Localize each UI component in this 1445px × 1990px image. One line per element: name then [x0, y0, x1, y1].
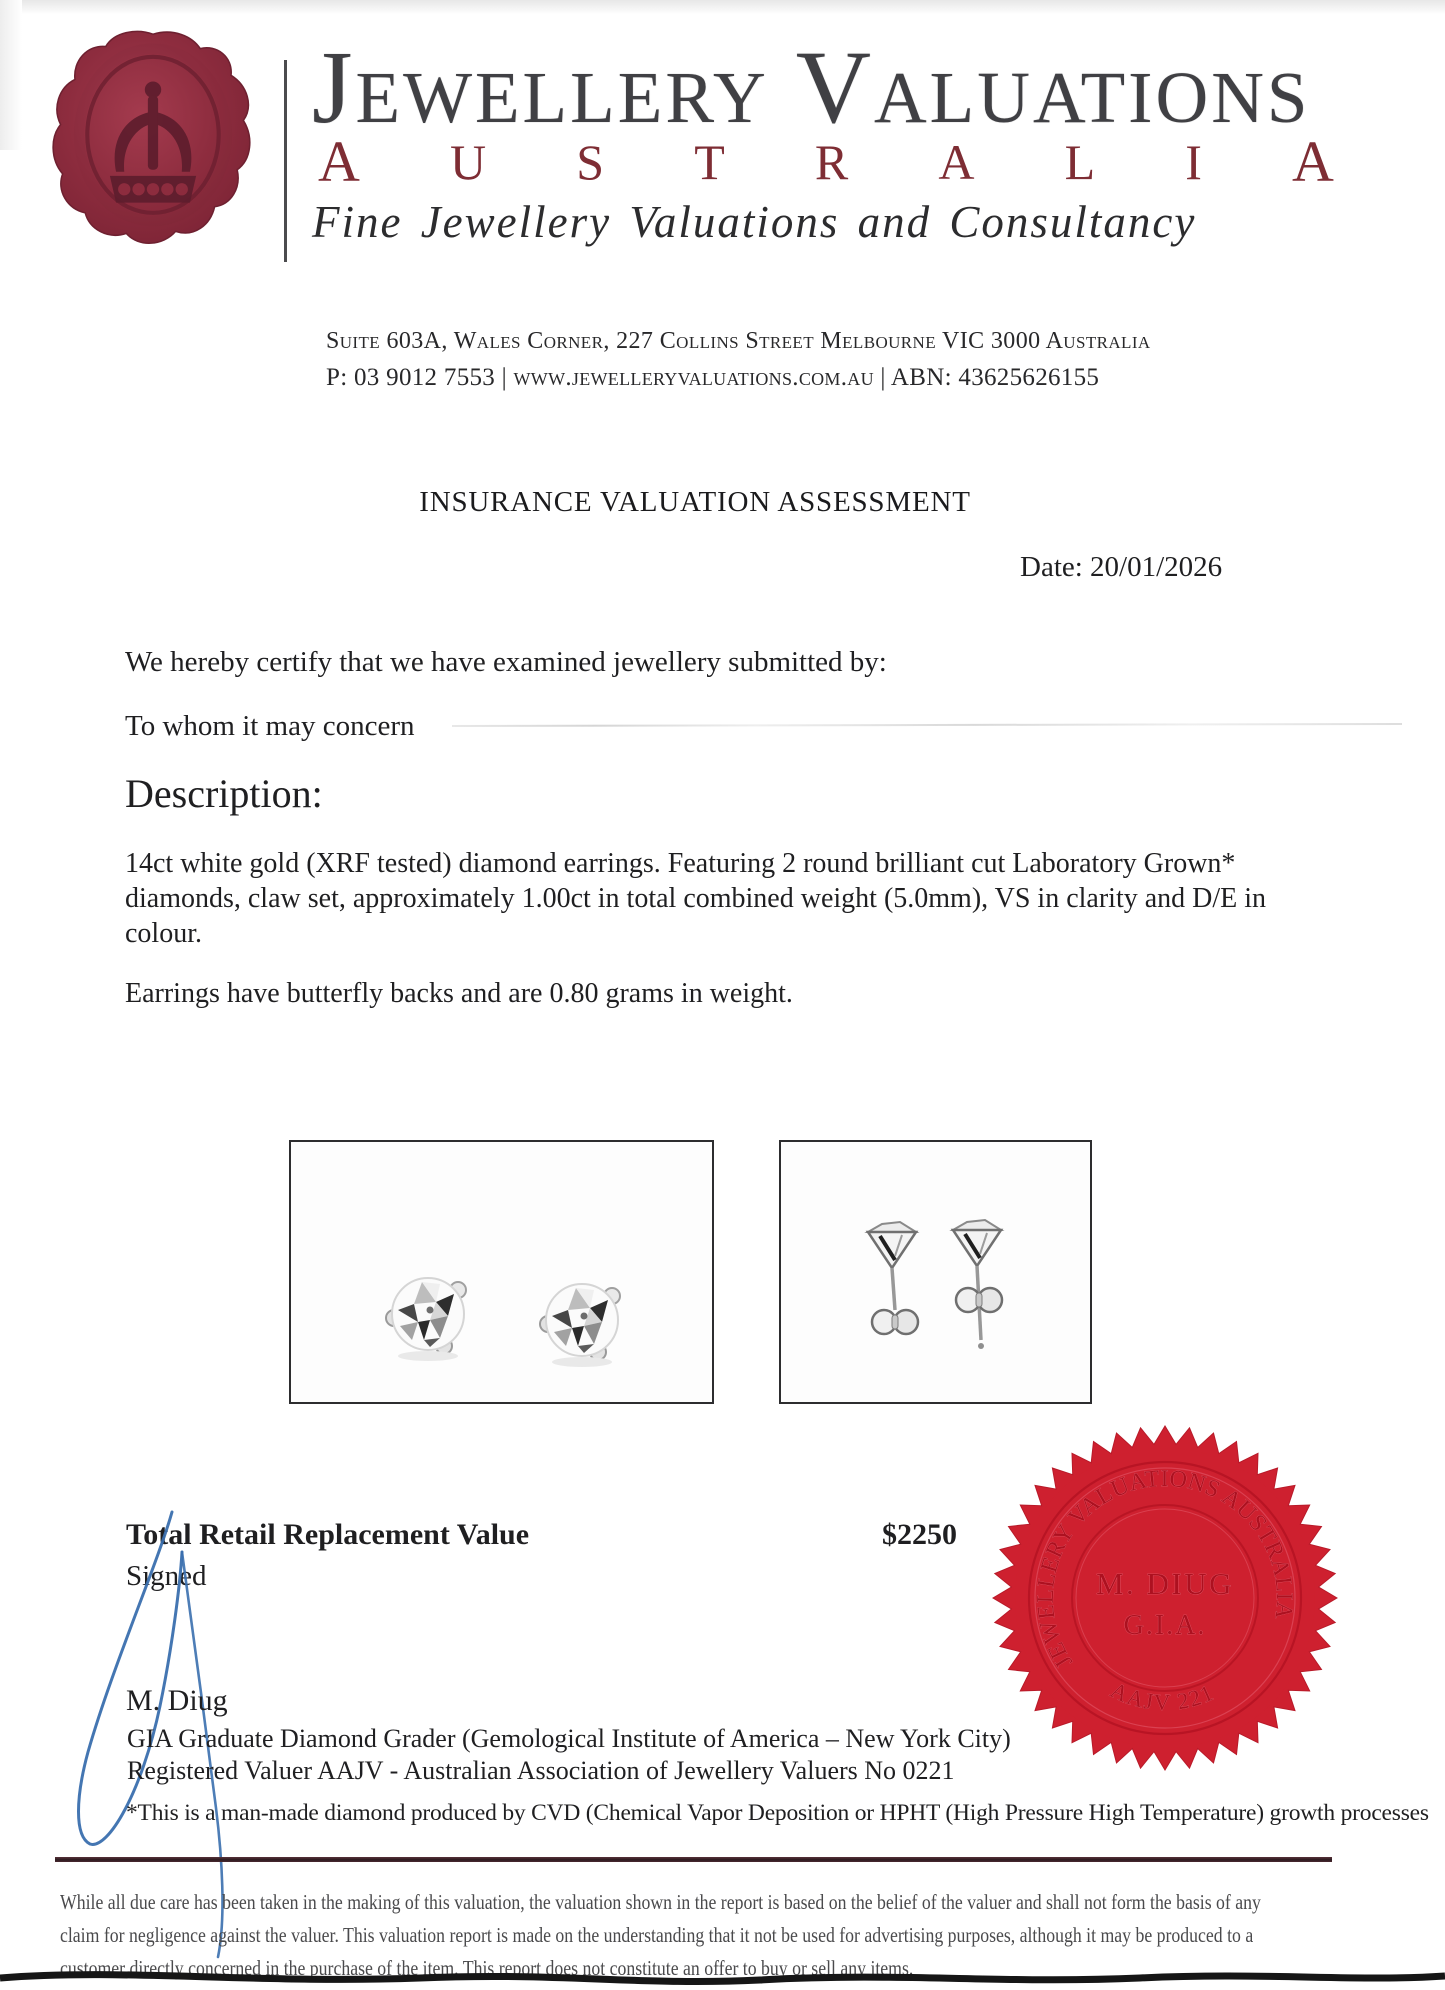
document-date: Date: 20/01/2026: [1020, 551, 1223, 583]
brand-country: [318, 129, 1334, 194]
seal-ring-text-curve: JEWELLERY VALUATIONS AUSTRALIA: [1032, 1465, 1298, 1673]
disclaimer-line: claim for negligence against the valuer. This valuation report is made on the understanding that it not be used for advertising purposes, although it may be produced to a: [60, 1923, 1254, 1947]
earrings-side-photo: [779, 1140, 1092, 1404]
valuer-credential: Registered Valuer AAJV - Australian Association of Jewellery Valuers No 0221: [127, 1756, 955, 1785]
total-value-label: Total Retail Replacement Value: [126, 1518, 530, 1551]
embossed-seal: [985, 1418, 1345, 1778]
earrings-side-sketch: [781, 1142, 1090, 1402]
earrings-front-sketch: [291, 1142, 712, 1402]
scan-edge-bottom: [0, 1960, 1445, 1990]
address-line: Suite 603A, Wales Corner, 227 Collins Street Melbourne VIC 3000 Australia: [326, 328, 1151, 354]
valuer-credential: GIA Graduate Diamond Grader (Gemological Institute of America – New York City): [127, 1724, 1011, 1753]
country-letter: U: [450, 134, 487, 190]
scan-edge-top: [0, 0, 1445, 14]
document-title: INSURANCE VALUATION ASSESSMENT: [419, 486, 971, 518]
earrings-front-photo: [289, 1140, 714, 1404]
certify-statement: We hereby certify that we have examined jewellery submitted by:: [125, 646, 887, 678]
contact-line: P: 03 9012 7553 | www.jewelleryvaluations.com.au | ABN: 43625626155: [326, 364, 1100, 391]
disclaimer-line: While all due care has been taken in the making of this valuation, the valuation shown in the report is based on the belief of the valuer and shall not form the basis of any: [60, 1890, 1261, 1914]
description-paragraph: 14ct white gold (XRF tested) diamond earrings. Featuring 2 round brilliant cut Laboratory Grown* diamonds, claw set, approximately 1.00ct in total combined weight (5.0mm), VS in clarity and D/E in colour.: [125, 848, 1267, 949]
country-letter: A: [1292, 129, 1334, 194]
signed-label: Signed: [126, 1560, 207, 1592]
scan-artifact-line: [452, 723, 1402, 727]
tagline: Fine Jewellery Valuations and Consultancy: [312, 197, 1197, 247]
footer-rule: [55, 1857, 1332, 1862]
total-value-amount: $2250: [882, 1518, 957, 1551]
country-letter: I: [1185, 134, 1202, 190]
wax-seal-logo: [50, 26, 256, 256]
brand-name: Jewellery Valuations: [312, 30, 1311, 145]
country-letter: R: [814, 134, 849, 190]
valuer-name: M. Diug: [126, 1684, 228, 1717]
country-letter: T: [694, 134, 725, 190]
country-letter: A: [938, 134, 975, 190]
submitted-by: To whom it may concern: [125, 710, 415, 742]
seal-credential: G.I.A.: [1123, 1610, 1207, 1641]
description-heading: Description:: [125, 771, 323, 816]
country-letter: L: [1064, 134, 1096, 190]
description-paragraph: Earrings have butterfly backs and are 0.80 grams in weight.: [125, 978, 793, 1009]
lab-grown-footnote: *This is a man-made diamond produced by CVD (Chemical Vapor Deposition or HPHT (High Pressure High Temperature) growth processes: [126, 1800, 1429, 1826]
country-letter: S: [576, 134, 605, 190]
seal-valuer-name: M. DIUG: [1095, 1566, 1235, 1601]
scan-edge-left: [0, 0, 22, 150]
seal-number-curve: AAJV 221: [1106, 1677, 1219, 1716]
disclaimer-line: customer directly concerned in the purchase of the item. This report does not constitute an offer to buy or sell any items.: [60, 1956, 914, 1980]
country-letter: A: [318, 129, 360, 194]
header-divider: [284, 60, 287, 262]
